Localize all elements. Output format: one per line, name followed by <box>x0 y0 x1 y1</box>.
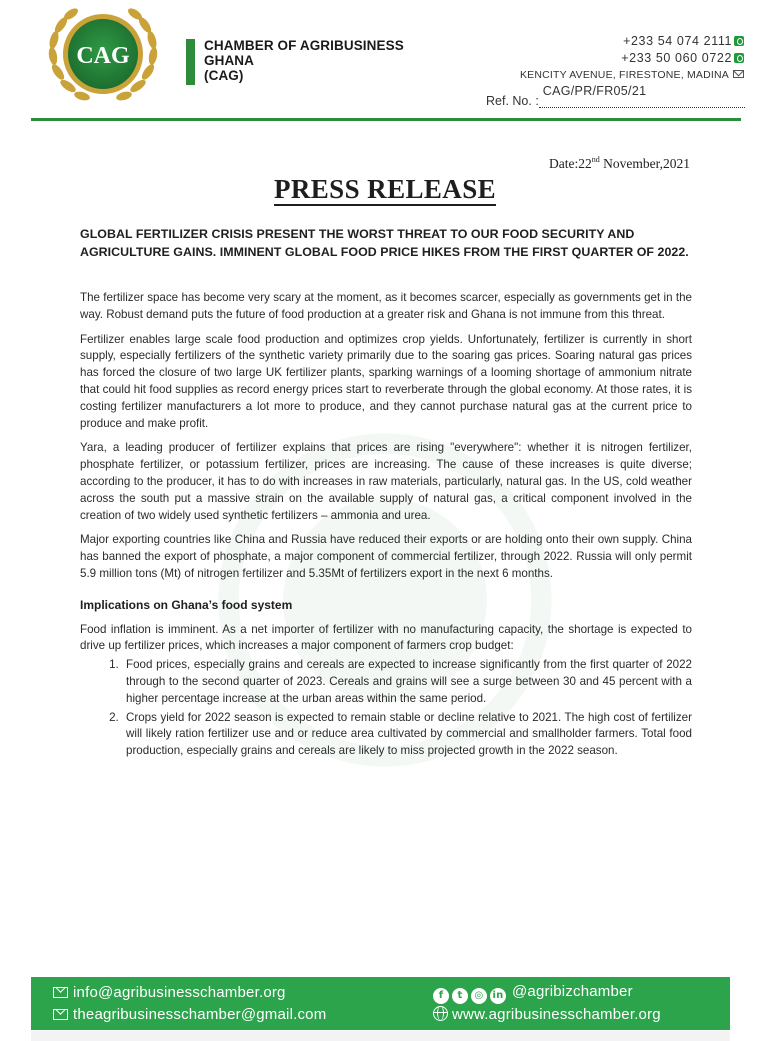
social-icons <box>433 988 506 1004</box>
linkedin-icon[interactable]: in <box>490 988 506 1004</box>
list-item: 1. Food prices, especially grains and cereals are expected to increase significantly from the first quarter of 2022 through to the second quarter of 2023. Cereals and grains will see a surge between 30 and 45 percent with a higher percentage increase at the urban areas within the same period. <box>122 657 692 707</box>
mail-icon <box>53 1009 68 1020</box>
implications-heading: Implications on Ghana’s food system <box>80 597 293 612</box>
phone-line-2 <box>520 50 744 67</box>
reference-number <box>486 84 745 108</box>
footer-email-2 <box>53 1006 326 1023</box>
release-date <box>549 155 690 172</box>
twitter-icon[interactable]: t <box>452 988 468 1004</box>
phone-1: +233 54 074 2111 <box>623 34 732 48</box>
headline: GLOBAL FERTILIZER CRISIS PRESENT THE WORST THREAT TO OUR FOOD SECURITY AND AGRICULTURE GAINS. IMMINENT GLOBAL FOOD PRICE HIKES FROM THE FIRST QUARTER OF 2022. <box>80 227 689 259</box>
date-prefix: Date:22 <box>549 156 592 171</box>
address-line <box>520 67 744 84</box>
ref-label: Ref. No. : <box>486 94 539 108</box>
ref-dotted-line <box>539 84 745 108</box>
instagram-icon[interactable]: ◎ <box>471 988 487 1004</box>
title-text: PRESS RELEASE <box>273 174 497 204</box>
ref-value: CAG/PR/FR05/21 <box>542 84 647 98</box>
bottom-strip <box>31 1031 730 1041</box>
phone-line-1 <box>520 33 744 50</box>
whatsapp-icon <box>734 36 744 46</box>
org-accent-bar <box>186 39 195 85</box>
date-ordinal: nd <box>591 155 600 164</box>
facebook-icon[interactable]: f <box>433 988 449 1004</box>
logo-text: CAG <box>76 43 130 69</box>
mail-icon <box>733 70 744 78</box>
website-link[interactable]: www.agribusinesschamber.org <box>452 1006 661 1023</box>
address: KENCITY AVENUE, FIRESTONE, MADINA <box>519 69 729 81</box>
paragraph-2: Fertilizer enables large scale food production and optimizes crop yields. Unfortunately, fertilizer is currently in short supply, especially fertilizers of the synthetic variety primarily due to the soaring gas prices. Soaring natural gas prices has forced the closure of two large UK fertilizer plants, sparking warnings of a looming shortage of ammonium nitrate that could hit food supplies as record energy prices start to reverberate through the global economy. At those rates, it is costing fertilizer manufacturers a lot more to produce, and they cannot purchase natural gas at the current price to produce and make profit. <box>80 332 692 430</box>
footer-email-1-text[interactable]: info@agribusinesschamber.org <box>73 984 286 1001</box>
footer-social <box>433 983 633 1004</box>
footer-email-1 <box>53 984 286 1001</box>
header-divider <box>31 118 741 121</box>
implications-intro: Food inflation is imminent. As a net importer of fertilizer with no manufacturing capacity, the shortage is expected to drive up fertilizer prices, which increases a major component of farmers crop budget: <box>80 622 692 653</box>
contact-block <box>520 33 744 84</box>
org-name-line-2: GHANA <box>204 53 254 68</box>
paragraph-1: The fertilizer space has become very scary at the moment, as it becomes scarcer, especially as governments get in the way. Robust demand puts the future of food production at a greater risk and Ghana is not immune from this threat. <box>80 291 692 321</box>
cag-logo-icon <box>44 4 162 108</box>
org-name <box>204 38 404 83</box>
implications-list <box>98 657 692 760</box>
footer-website <box>433 1006 661 1023</box>
list-item: 2. Crops yield for 2022 season is expected to remain stable or decline relative to 2021. The high cost of fertilizer will likely ration fertilizer use and or reduce area cultivated by commercial and smallholder farmers. Total food production, especially grains and cereals are likely to miss projected growth in the 2022 season. <box>122 710 692 760</box>
social-handle[interactable]: @agribizchamber <box>512 983 633 1000</box>
org-name-line-1: CHAMBER OF AGRIBUSINESS <box>204 38 404 53</box>
footer-bar <box>31 977 730 1030</box>
paragraph-4: Major exporting countries like China and Russia have reduced their exports or are holding onto their own supply. China has banned the export of phosphate, a major component of commercial fertilizer, through 2022. Russia will only permit 5.9 million tons (Mt) of nitrogen fertilizer and 5.35Mt of fertilizers export in the next 6 months. <box>80 533 692 580</box>
mail-icon <box>53 987 68 998</box>
date-rest: November,2021 <box>599 156 690 171</box>
org-name-line-3: (CAG) <box>204 68 244 83</box>
phone-2: +233 50 060 0722 <box>621 51 732 65</box>
footer-email-2-text[interactable]: theagribusinesschamber@gmail.com <box>73 1006 327 1023</box>
page-title <box>0 174 770 205</box>
paragraph-3: Yara, a leading producer of fertilizer explains that prices are rising "everywhere": whether it is nitrogen fertilizer, phosphate fertilizer, or potassium fertilizer, prices are increasing. The cause of these increases is quite diverse; according to the producer, it has to do with increases in raw materials, particularly, natural gas. In the US, cold weather across the south put a massive strain on the available supply of natural gas, a critical component involved in the creation of two widely used synthetic fertilizers – ammonia and urea. <box>80 441 692 522</box>
globe-icon <box>433 1006 448 1021</box>
body-content <box>80 290 692 762</box>
whatsapp-icon <box>734 53 744 63</box>
